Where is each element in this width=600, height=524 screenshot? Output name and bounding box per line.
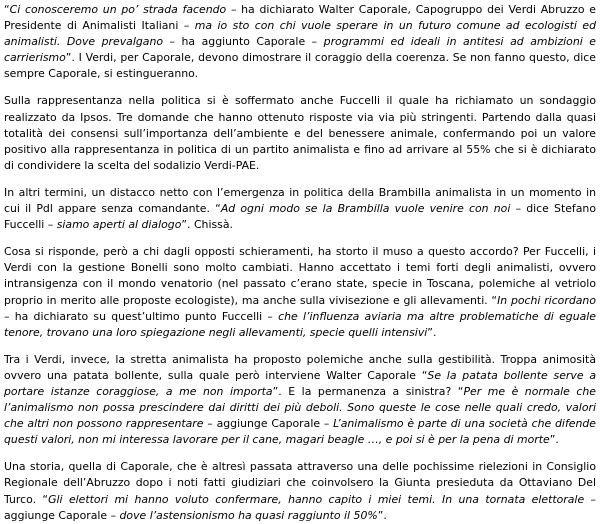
- quote-text: siamo aperti al dialogo: [56, 218, 182, 232]
- article-paragraph: [4, 93, 596, 173]
- body-text: ”. Chissà.: [181, 218, 233, 232]
- body-text: ”. E la permanenza a sinistra? “: [272, 384, 464, 398]
- quote-text: Ci conosceremo un po’ strada facendo: [9, 3, 227, 16]
- body-text: – dice Stefano Fuccelli –: [4, 202, 596, 232]
- quote-text: Se la patata bollente serve a portare istanze coraggiose, a me non importa: [4, 368, 596, 398]
- article-paragraph: [4, 2, 596, 82]
- quote-text: ma io sto con chi vuole sperare in un futuro comune ad ecologisti ed animalisti. Dove prevalgano: [4, 19, 596, 49]
- body-text: Sulla rappresentanza nella politica si è soffermato anche Fuccelli il quale ha richiamato un sondaggio realizzato da Ipsos. Tre domande che hanno ottenuto risposte via via più stringenti. Partendo dalla quasi totalità dei consensi sull’importanza dell’ambiente e del benessere animale, confermando poi un valore positivo alla rappresentanza in politica di un partito animalista e fino ad arrivare al 55% che si è dichiarato di condividere la scelta del sodalizio Verdi-PAE.: [4, 94, 596, 172]
- body-text: ”.: [549, 433, 559, 447]
- body-text: Cosa si risponde, però a chi dagli opposti schieramenti, ha storto il muso a questo accordo? Per Fuccelli, i Verdi con la gestione Bonelli sono molto cambiati. Hanno accettato i temi forti degli animalisti, ovvero intransigenza con il mondo venatorio (nel passato c’erano state, specie in Toscana, polemiche al vetriolo proprio in merito alle proposte ecologiste), ma anche sulla vivisezione e gli allevamenti. “: [4, 245, 596, 307]
- body-text: ”.: [377, 508, 387, 522]
- body-text: ”. I Verdi, per Caporale, devono dimostrare il coraggio della coerenza. Se non fanno questo, dice sempre Caporale, si estingueranno.: [4, 51, 596, 81]
- quote-text: L’animalismo è parte di una società che difende questi valori, non mi interessa lavorare per il cane, magari beagle …, e poi si è per la pena di morte: [4, 417, 597, 447]
- body-text: – aggiunge Caporale –: [4, 492, 596, 522]
- body-text: – ha aggiunto Caporale –: [163, 35, 324, 49]
- quote-text: Gli elettori mi hanno voluto confermare, hanno capito i miei temi. In una tornata elettorale: [48, 492, 585, 506]
- quote-text: dove l’astensionismo ha quasi raggiunto il 50%: [119, 508, 378, 522]
- body-text: Una storia, quella di Caporale, che è altresì passata attraverso una delle pochissime rielezioni in Consiglio Regionale dell’Abruzzo dopo i noti fatti giudiziari che coinvolsero la Giunta presieduta da Ottaviano Del Turco. “: [4, 460, 596, 506]
- quote-text: che l’influenza aviaria ma altre problematiche di eguale tenore, trovano una loro spiegazione negli allevamenti, specie quelli intensivi: [4, 309, 596, 339]
- article-body: [4, 2, 596, 524]
- body-text: In altri termini, un distacco netto con l’emergenza in politica della Brambilla animalista in un momento in cui il Pdl appare senza comandante. “: [4, 185, 596, 216]
- article-paragraph: [4, 244, 596, 341]
- body-text: ”.: [427, 325, 437, 339]
- quote-text: programmi ed ideali in antitesi ad ambizioni e carrierismo: [4, 35, 597, 65]
- article-paragraph: [4, 352, 596, 449]
- body-text: “: [4, 3, 10, 16]
- quote-text: Ad ogni modo se la Brambilla vuole venire con noi: [220, 202, 511, 216]
- body-text: – ha dichiarato su quest’ultimo punto Fuccelli –: [4, 309, 279, 323]
- quote-text: Per me è normale che l’animalismo non possa prescindere dai diritti dei più deboli. Sono queste le cose nelle quali credo, valori che altri non possono rappresentare: [4, 384, 596, 431]
- article-paragraph: [4, 185, 596, 233]
- article-paragraph: [4, 459, 596, 523]
- body-text: – ha dichiarato Walter Caporale, Capogruppo dei Verdi Abruzzo e Presidente di Animalisti Italiani –: [4, 3, 596, 33]
- quote-text: In pochi ricordano: [497, 293, 596, 307]
- body-text: – aggiunge Caporale –: [203, 417, 334, 431]
- body-text: Tra i Verdi, invece, la stretta animalista ha proposto polemiche anche sulla gestibilità. Troppa animosità ovvero una patata bollente, sulla quale però interviene Walter Caporale “: [4, 352, 596, 382]
